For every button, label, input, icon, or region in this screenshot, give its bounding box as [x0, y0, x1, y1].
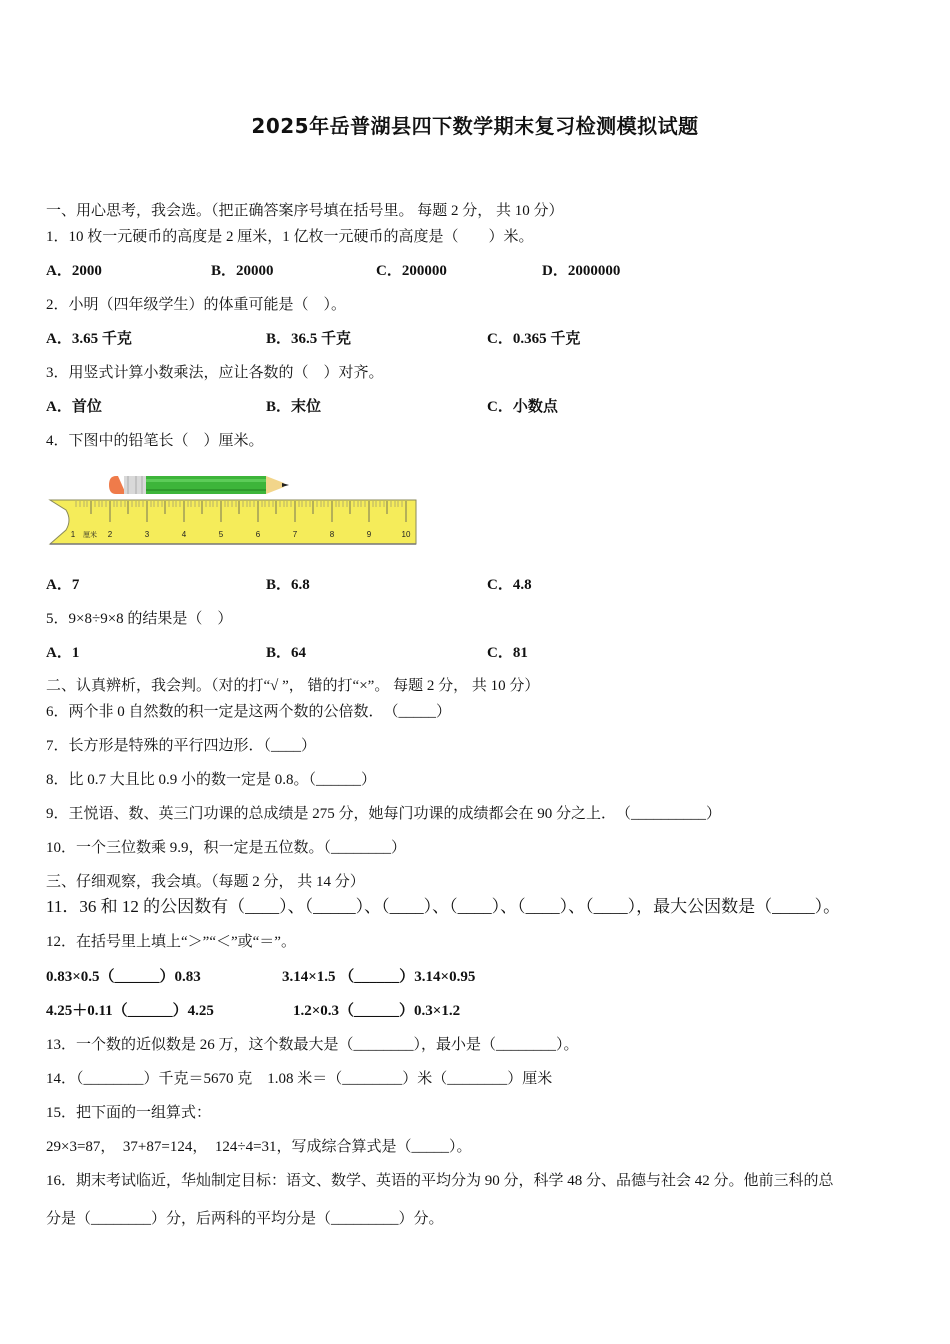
option-c: C．0.365 千克	[487, 331, 581, 347]
svg-text:4: 4	[181, 530, 187, 539]
option-a: A．首位	[46, 399, 102, 415]
question-4: 4．下图中的铅笔长（ ）厘米。	[46, 433, 264, 449]
option-b: B．36.5 千克	[266, 331, 352, 347]
option-b: B．末位	[266, 399, 322, 415]
question-15: 15．把下面的一组算式：	[46, 1105, 212, 1121]
option-c: C．200000	[376, 263, 447, 279]
comparison-item: 1.2×0.3（______）0.3×1.2	[293, 1003, 461, 1019]
question-16-line-1: 16．期末考试临近，华灿制定目标：语文、数学、英语的平均分为 90 分，科学 48 分、品德与社会 42 分。他前三科的总	[46, 1173, 834, 1189]
question-11: 11．36 和 12 的公因数有（____）、（_____）、（____）、（____）、（____）、（____），最大公因数是（_____）。	[46, 897, 841, 916]
svg-text:厘米: 厘米	[83, 532, 97, 539]
option-a: A．2000	[46, 263, 102, 279]
option-c: C．小数点	[487, 399, 558, 415]
option-a: A．3.65 千克	[46, 331, 132, 347]
svg-text:7: 7	[292, 530, 298, 539]
section-3-header: 三、仔细观察，我会填。（每题 2 分， 共 14 分）	[46, 874, 365, 890]
option-d: D．2000000	[542, 263, 621, 279]
svg-text:8: 8	[329, 530, 335, 539]
question-7: 7．长方形是特殊的平行四边形．（____）	[46, 738, 317, 754]
question-13: 13．一个数的近似数是 26 万，这个数最大是（________），最小是（________）。	[46, 1037, 579, 1053]
option-c: C．81	[487, 645, 528, 661]
pencil-icon	[109, 476, 289, 494]
option-a: A．7	[46, 577, 80, 593]
option-b: B．20000	[211, 263, 274, 279]
comparison-item: 3.14×1.5 （______）3.14×0.95	[282, 969, 476, 985]
question-2: 2．小明（四年级学生）的体重可能是（ ）。	[46, 297, 347, 313]
svg-text:9: 9	[366, 530, 372, 539]
svg-text:6: 6	[255, 530, 261, 539]
svg-text:10: 10	[401, 530, 411, 539]
question-1: 1．10 枚一元硬币的高度是 2 厘米，1 亿枚一元硬币的高度是（ ）米。	[46, 229, 534, 245]
question-8: 8．比 0.7 大且比 0.9 小的数一定是 0.8。（______）	[46, 772, 377, 788]
option-b: B．64	[266, 645, 307, 661]
question-5: 5．9×8÷9×8 的结果是（ ）	[46, 611, 233, 627]
section-2-header: 二、认真辨析，我会判。（对的打“√ ”， 错的打“×”。 每题 2 分， 共 10 分）	[46, 678, 540, 694]
question-12: 12．在括号里上填上“＞”“＜”或“＝”。	[46, 934, 296, 950]
svg-text:3: 3	[144, 530, 150, 539]
question-14: 14．（________）千克＝5670 克 1.08 米＝（________）米（________）厘米	[46, 1071, 553, 1087]
option-c: C．4.8	[487, 577, 532, 593]
svg-text:1: 1	[70, 530, 76, 539]
section-1-header: 一、用心思考，我会选。（把正确答案序号填在括号里。 每题 2 分， 共 10 分）	[46, 203, 564, 219]
question-9: 9．王悦语、数、英三门功课的总成绩是 275 分，她每门功课的成绩都会在 90 分之上． （__________）	[46, 806, 722, 822]
question-10: 10．一个三位数乘 9.9，积一定是五位数。（________）	[46, 840, 407, 856]
svg-text:2: 2	[107, 530, 113, 539]
svg-text:5: 5	[218, 530, 224, 539]
option-b: B．6.8	[266, 577, 310, 593]
question-15-formula: 29×3=87， 37+87=124， 124÷4=31，写成综合算式是（_____）。	[46, 1139, 472, 1155]
question-16-line-2: 分是（________）分，后两科的平均分是（_________）分。	[46, 1211, 444, 1227]
option-a: A．1	[46, 645, 80, 661]
page-title: 2025年岳普湖县四下数学期末复习检测模拟试题	[251, 114, 699, 138]
ruler-pencil-illustration	[46, 470, 418, 550]
ruler-pencil-figure	[46, 470, 418, 550]
comparison-item: 4.25＋0.11（______）4.25	[46, 1003, 214, 1019]
comparison-item: 0.83×0.5（______）0.83	[46, 969, 201, 985]
question-6: 6．两个非 0 自然数的积一定是这两个数的公倍数． （_____）	[46, 704, 452, 720]
question-3: 3．用竖式计算小数乘法，应让各数的（ ）对齐。	[46, 365, 384, 381]
